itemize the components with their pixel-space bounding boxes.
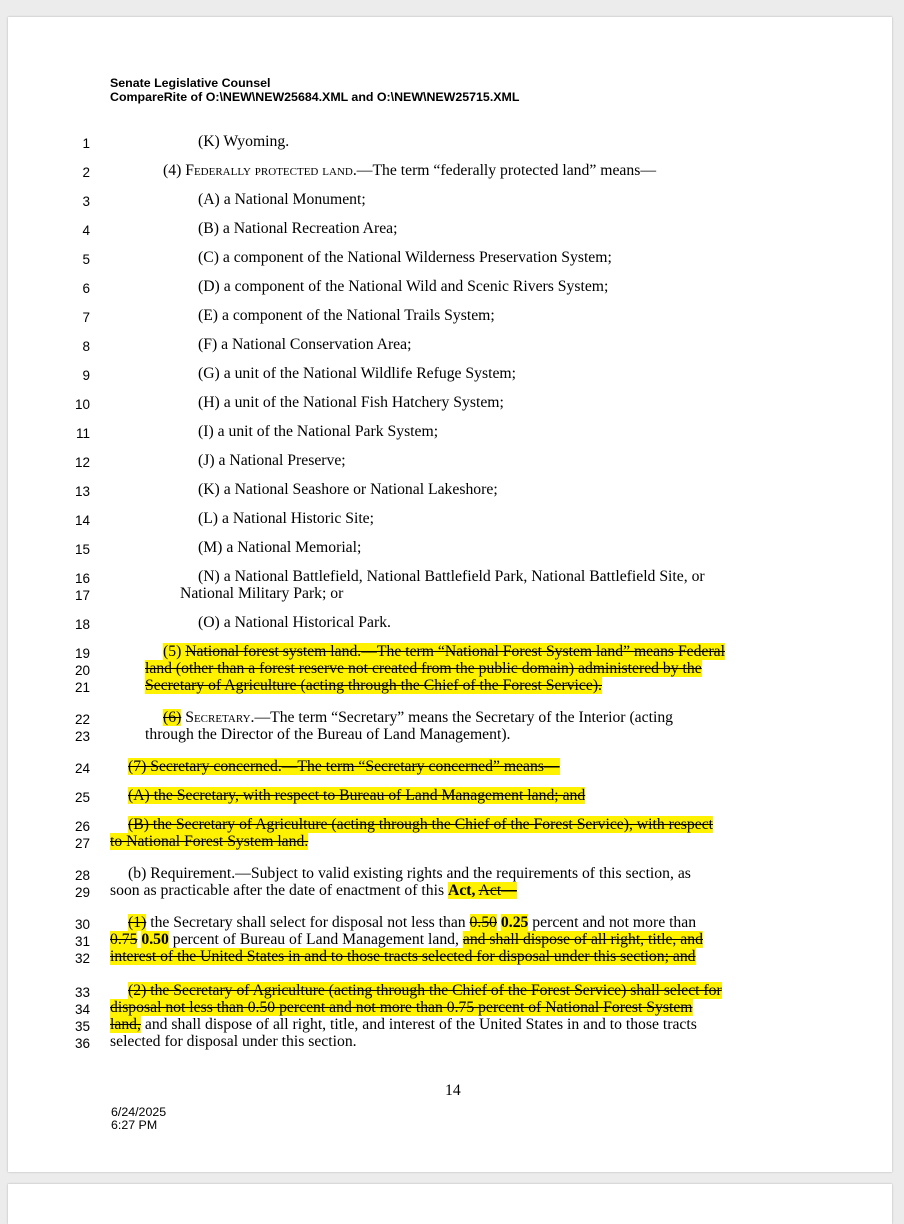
text-line-23: through the Director of the Bureau of Land Management). — [145, 726, 511, 743]
text-line-7: (E) a component of the National Trails System; — [198, 307, 495, 324]
deleted-text: Act— — [478, 882, 517, 899]
text-line-32 — [110, 948, 696, 966]
line-number: 1 — [82, 136, 90, 151]
text-line-11: (I) a unit of the National Park System; — [198, 423, 439, 440]
text-segment: percent and not more than — [528, 914, 697, 931]
deleted-text: (B) the Secretary of Agriculture (acting through the Chief of the Forest Service), with respect — [128, 816, 714, 833]
text-line-29 — [110, 882, 517, 900]
defined-term: Secretary — [185, 709, 251, 726]
text-line-26 — [128, 816, 713, 834]
line-number: 32 — [74, 951, 90, 966]
deleted-text: 0.75 — [110, 931, 138, 948]
text-line-30 — [128, 914, 696, 932]
deleted-text: land (other than a forest reserve not created from the public domain) administered by the — [145, 660, 702, 677]
line-number: 27 — [74, 836, 90, 851]
deleted-text: National forest system land.—The term “National Forest System land” means Federal — [185, 643, 725, 660]
line-number: 22 — [74, 712, 90, 727]
page-number: 14 — [445, 1082, 461, 1099]
line-number: 8 — [82, 339, 90, 354]
text-line-9: (G) a unit of the National Wildlife Refuge System; — [198, 365, 516, 382]
line-number: 24 — [74, 761, 90, 776]
line-number: 3 — [82, 194, 90, 209]
line-number: 28 — [74, 868, 90, 883]
line-number: 7 — [82, 310, 90, 325]
line-number: 26 — [74, 819, 90, 834]
text-line-8: (F) a National Conservation Area; — [198, 336, 412, 353]
deleted-text: (6) — [163, 709, 182, 726]
text-line-19 — [163, 643, 725, 661]
inserted-text: Act, — [448, 882, 476, 899]
text-line-12: (J) a National Preserve; — [198, 452, 346, 469]
text-line-34 — [110, 999, 693, 1017]
text-line-1: (K) Wyoming. — [198, 133, 290, 150]
text-line-10: (H) a unit of the National Fish Hatchery System; — [198, 394, 504, 411]
text-line-28: (b) Requirement.—Subject to valid existing rights and the requirements of this section, as — [128, 865, 691, 882]
line-number: 17 — [74, 588, 90, 603]
line-number: 6 — [82, 281, 90, 296]
text-segment: (4) — [163, 162, 186, 179]
next-page-edge — [8, 1184, 892, 1224]
deleted-text: (7) Secretary concerned.—The term “Secretary concerned” means— — [128, 758, 560, 775]
text-line-36: selected for disposal under this section. — [110, 1033, 357, 1050]
line-number: 20 — [74, 663, 90, 678]
line-number: 34 — [74, 1002, 90, 1017]
line-number: 4 — [82, 223, 90, 238]
inserted-text: 0.25 — [500, 914, 529, 931]
text-segment: (5) — [163, 643, 186, 660]
text-line-5: (C) a component of the National Wilderness Preservation System; — [198, 249, 612, 266]
deleted-text: (2) the Secretary of Agriculture (acting through the Chief of the Forest Service) shall select for — [128, 982, 722, 999]
line-number: 35 — [74, 1019, 90, 1034]
line-number: 14 — [74, 513, 90, 528]
text-line-22 — [163, 709, 673, 727]
footer-date: 6/24/2025 — [111, 1105, 167, 1119]
text-line-25 — [128, 787, 585, 805]
line-number: 13 — [74, 484, 90, 499]
header-compare: CompareRite of O:\NEW\NEW25684.XML and O:\NEW\NEW25715.XML — [110, 90, 520, 104]
text-line-21 — [145, 677, 602, 695]
line-number: 36 — [74, 1036, 90, 1051]
text-segment: soon as practicable after the date of enactment of this — [110, 882, 449, 899]
text-segment: the Secretary shall select for disposal not less than — [146, 914, 470, 931]
text-line-17: National Military Park; or — [180, 585, 344, 602]
line-number: 16 — [74, 571, 90, 586]
deleted-text: Secretary of Agriculture (acting through the Chief of the Forest Service). — [145, 677, 602, 694]
inserted-text: 0.50 — [141, 931, 169, 948]
line-number: 29 — [74, 885, 90, 900]
line-number: 9 — [82, 368, 90, 383]
line-number: 15 — [74, 542, 90, 557]
line-number: 11 — [75, 426, 90, 441]
line-number: 10 — [74, 397, 90, 412]
line-number: 33 — [74, 985, 90, 1000]
line-number: 25 — [74, 790, 90, 805]
footer-time: 6:27 PM — [111, 1118, 158, 1132]
header-org: Senate Legislative Counsel — [110, 76, 271, 90]
text-segment: and shall dispose of all right, title, and interest of the United States in and to those tracts — [140, 1016, 697, 1033]
line-number: 31 — [74, 934, 90, 949]
deleted-text: 0.50 — [469, 914, 497, 931]
line-number: 21 — [74, 680, 90, 695]
line-number: 19 — [74, 646, 90, 661]
text-line-35 — [110, 1016, 697, 1034]
text-line-33 — [128, 982, 722, 1000]
text-line-27 — [110, 833, 308, 851]
line-number: 5 — [82, 252, 90, 267]
deleted-text: (1) — [128, 914, 147, 931]
text-line-24 — [128, 758, 560, 776]
line-number: 23 — [74, 729, 90, 744]
line-number: 12 — [74, 455, 90, 470]
text-line-3: (A) a National Monument; — [198, 191, 366, 208]
text-line-14: (L) a National Historic Site; — [198, 510, 375, 527]
line-number: 30 — [74, 917, 90, 932]
deleted-text: to National Forest System land. — [110, 833, 309, 850]
text-line-16: (N) a National Battlefield, National Battlefield Park, National Battlefield Site, or — [198, 568, 705, 585]
text-segment: percent of Bureau of Land Management land, — [168, 931, 463, 948]
defined-term: Federally protected land — [185, 162, 353, 179]
text-line-15: (M) a National Memorial; — [198, 539, 362, 556]
deleted-text: (A) the Secretary, with respect to Bureau of Land Management land; and — [128, 787, 586, 804]
text-line-20 — [145, 660, 702, 678]
document-page — [8, 17, 892, 1172]
text-segment: .—The term “federally protected land” means— — [352, 162, 657, 179]
deleted-text: interest of the United States in and to those tracts selected for disposal under this section; and — [110, 948, 696, 965]
text-line-13: (K) a National Seashore or National Lakeshore; — [198, 481, 498, 498]
deleted-text: land, — [110, 1016, 141, 1033]
text-line-18: (O) a National Historical Park. — [198, 614, 391, 631]
text-line-6: (D) a component of the National Wild and Scenic Rivers System; — [198, 278, 609, 295]
text-line-31 — [110, 931, 703, 949]
deleted-text: disposal not less than 0.50 percent and not more than 0.75 percent of National Forest System — [110, 999, 693, 1016]
deleted-text: and shall dispose of all right, title, and — [462, 931, 703, 948]
text-segment: .—The term “Secretary” means the Secretary of the Interior (acting — [250, 709, 674, 726]
document-footer — [111, 1106, 166, 1132]
line-number: 2 — [82, 165, 90, 180]
text-line-2 — [163, 162, 656, 180]
text-line-4: (B) a National Recreation Area; — [198, 220, 398, 237]
line-number: 18 — [74, 617, 90, 632]
